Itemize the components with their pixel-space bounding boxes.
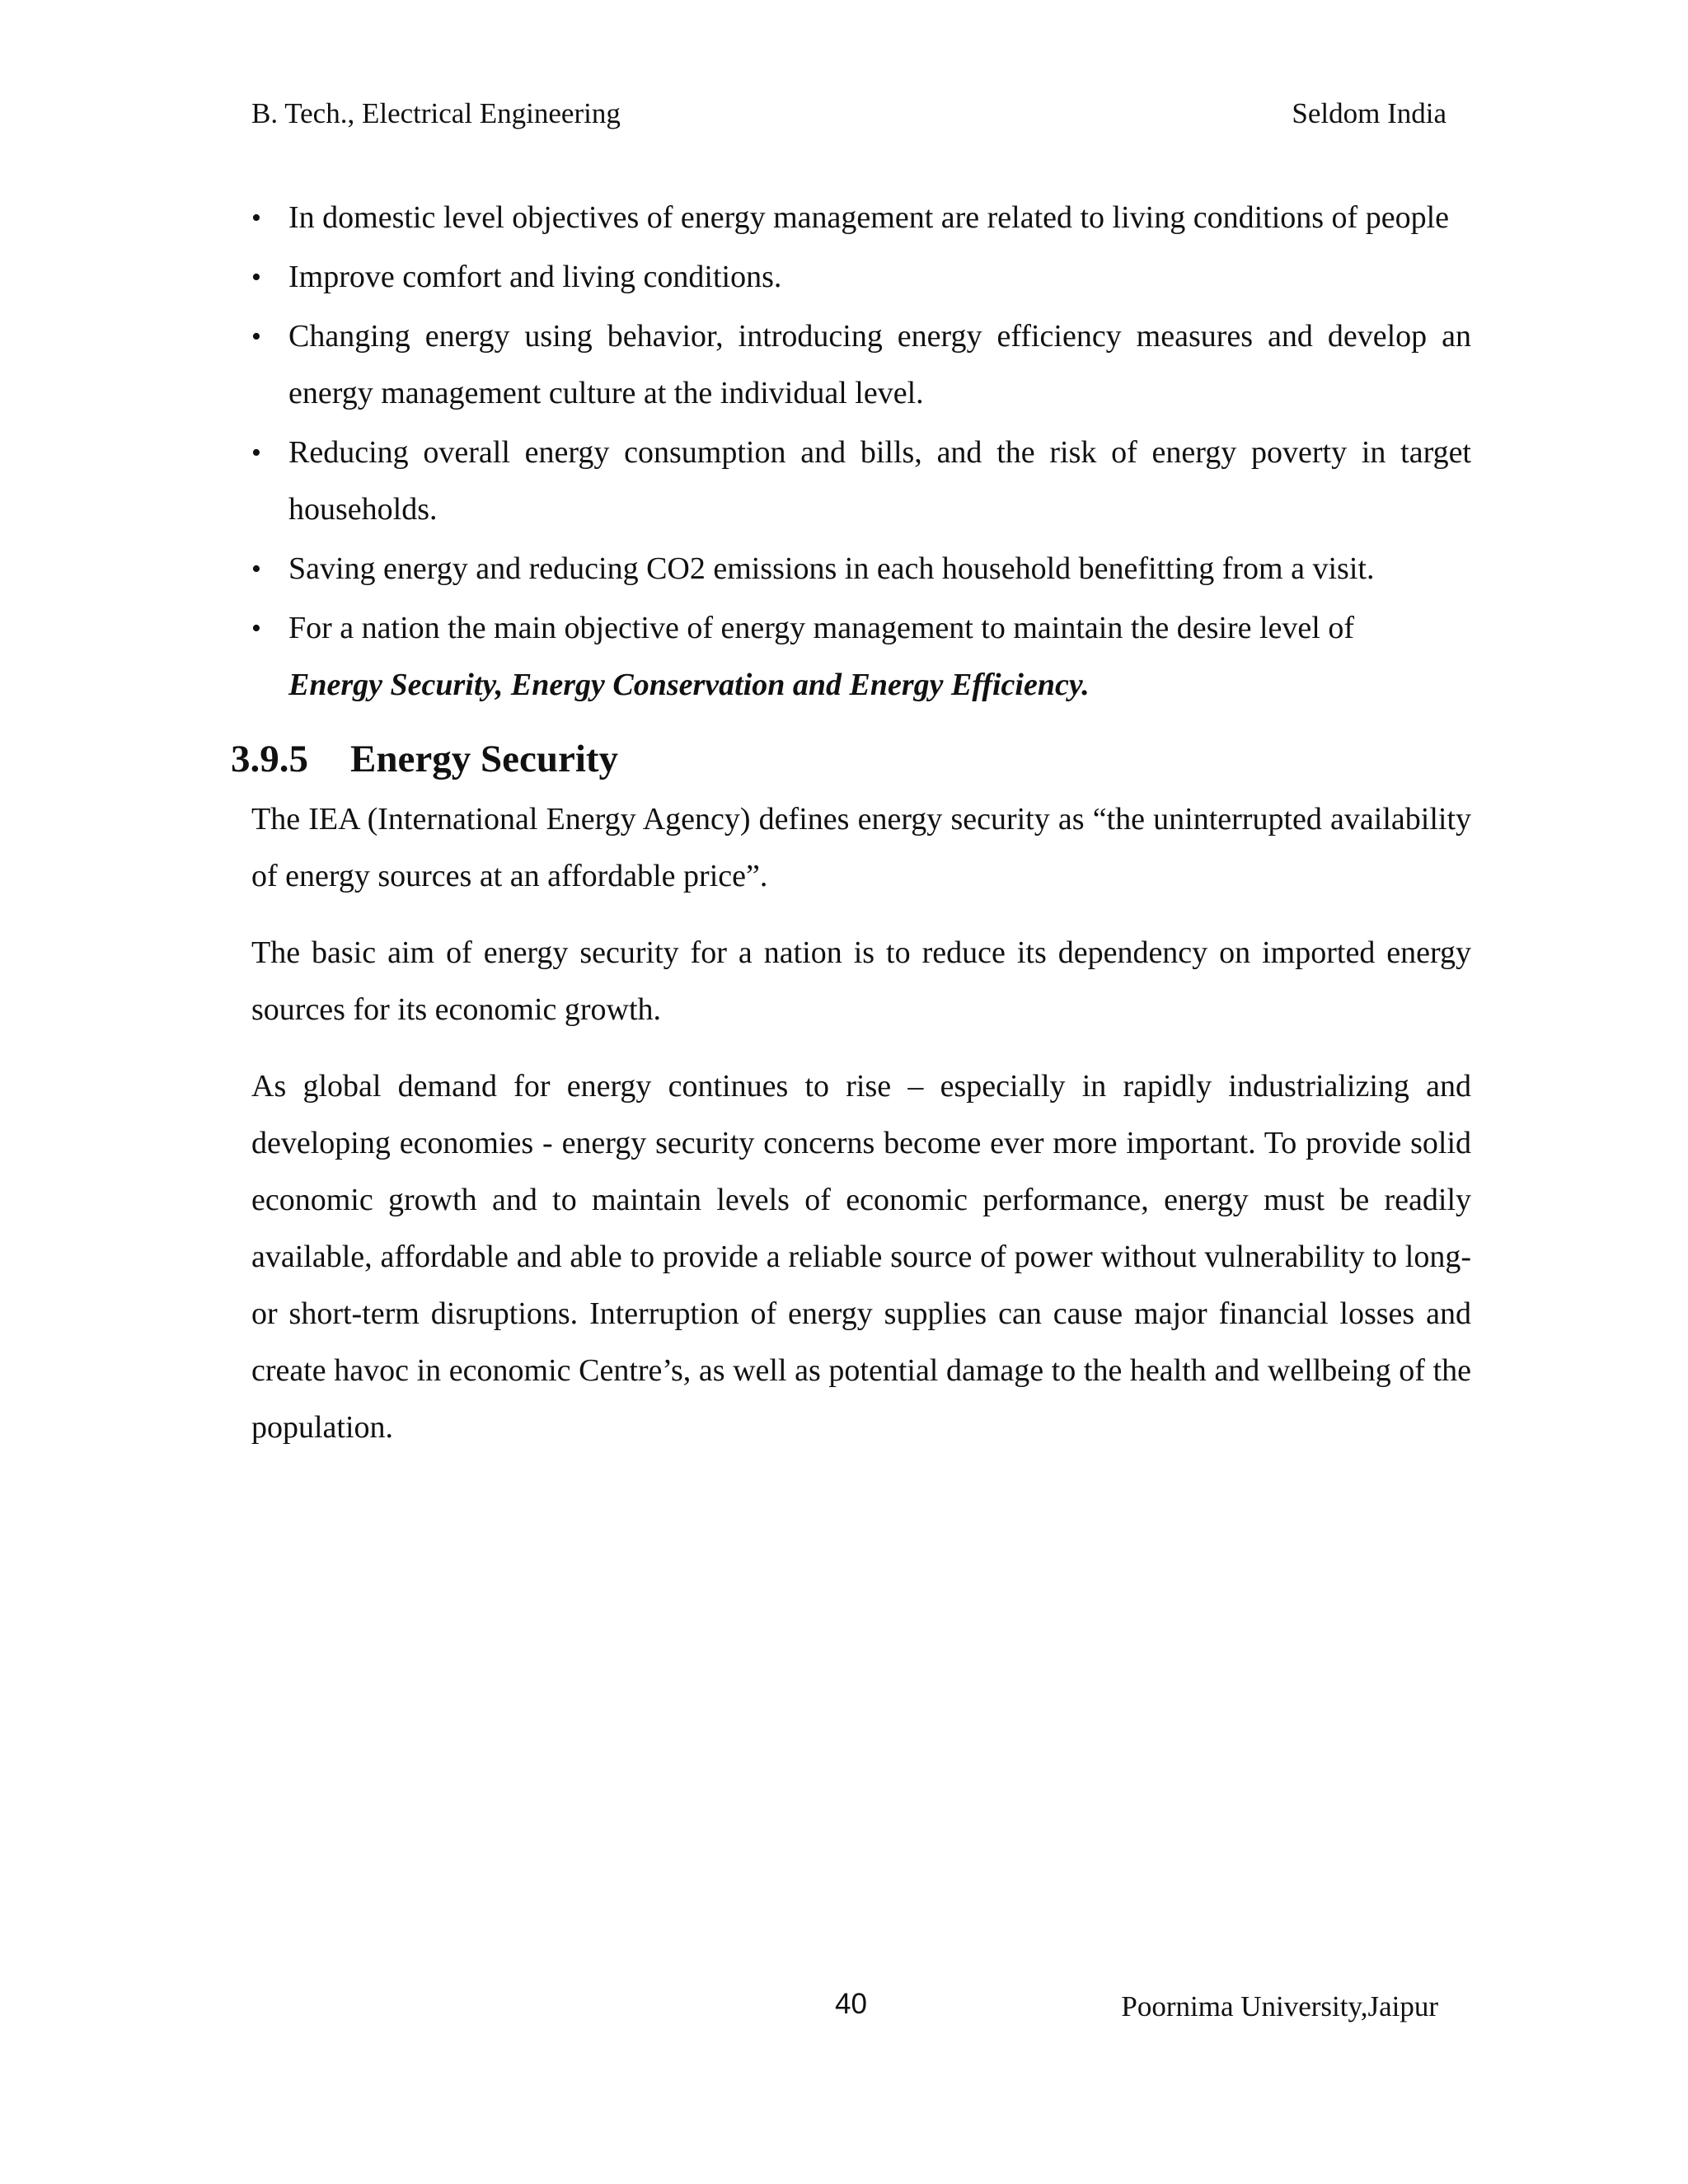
bullet-icon: • bbox=[251, 438, 261, 468]
list-item-text: Improve comfort and living conditions. bbox=[288, 260, 782, 294]
bullet-icon: • bbox=[251, 262, 261, 293]
list-item bbox=[251, 600, 1471, 714]
bullet-icon: • bbox=[251, 203, 261, 233]
list-item-emphasis: Energy Security, Energy Conservation and Energy Efficiency. bbox=[288, 668, 1090, 702]
section-number: 3.9.5 bbox=[231, 738, 308, 780]
bullet-icon: • bbox=[251, 321, 261, 352]
list-item bbox=[251, 308, 1471, 422]
bullet-icon: • bbox=[251, 613, 261, 644]
footer-institution: Poornima University,Jaipur bbox=[1121, 1990, 1438, 2022]
header-publisher: Seldom India bbox=[1292, 97, 1447, 129]
list-item-text: In domestic level objectives of energy management are related to living conditions of people bbox=[288, 200, 1450, 235]
list-item-text: For a nation the main objective of energy management to maintain the desire level of bbox=[288, 611, 1354, 645]
paragraph-demand: As global demand for energy continues to rise – especially in rapidly industrializing and developing economies - energy security concerns become ever more important. To provide solid economic growth and to maintain levels of economic performance, energy must be readily available, affordable and able to provide a reliable source of power without vulnerability to long- or short-term disruptions. Interruption of energy supplies can cause major financial losses and create havoc in economic Centre’s, as well as potential damage to the health and wellbeing of the population. bbox=[251, 1069, 1471, 1445]
list-item-text: Changing energy using behavior, introducing energy efficiency measures and develop an energy management culture at the individual level. bbox=[288, 319, 1471, 410]
page-content bbox=[231, 190, 1471, 1476]
list-item bbox=[251, 190, 1471, 246]
page-number: 40 bbox=[835, 1988, 867, 2020]
objectives-list bbox=[251, 190, 1471, 714]
list-item bbox=[251, 541, 1471, 598]
list-item bbox=[251, 249, 1471, 306]
list-item-text: Saving energy and reducing CO2 emissions in each household benefitting from a visit. bbox=[288, 551, 1375, 586]
paragraph-definition: The IEA (International Energy Agency) defines energy security as “the uninterrupted availability of energy sources at an affordable price”. bbox=[251, 802, 1471, 893]
section-title: Energy Security bbox=[350, 738, 619, 780]
list-item-text: Reducing overall energy consumption and bills, and the risk of energy poverty in target households. bbox=[288, 435, 1471, 527]
list-item bbox=[251, 424, 1471, 538]
paragraph-aim: The basic aim of energy security for a nation is to reduce its dependency on imported energy sources for its economic growth. bbox=[251, 935, 1471, 1027]
header-course: B. Tech., Electrical Engineering bbox=[251, 97, 621, 129]
bullet-icon: • bbox=[251, 554, 261, 584]
section-heading bbox=[231, 733, 1471, 785]
